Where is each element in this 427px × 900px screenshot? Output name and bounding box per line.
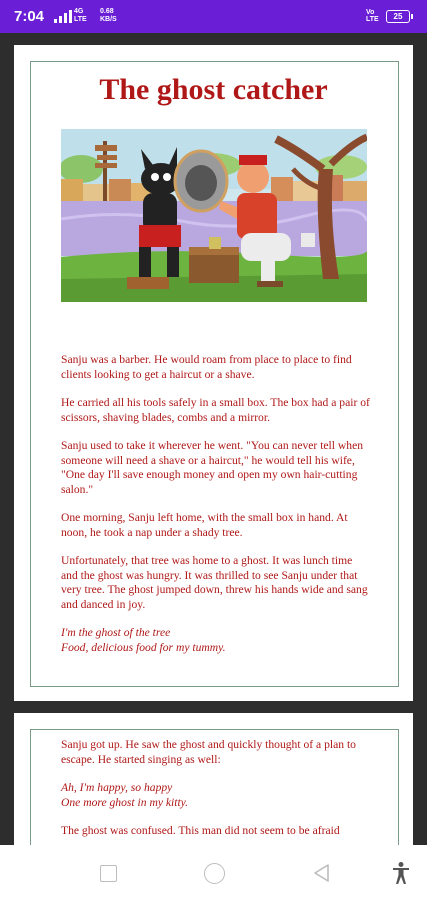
story-verse — [61, 626, 371, 655]
story-paragraph: Sanju used to take it wherever he went. "You can never tell when someone will need a shave or a haircut," he would tell his wife, "One day I'll save enough money and open my own hair-cutting salon." — [61, 439, 364, 496]
story-paragraph: One morning, Sanju left home, with the small box in hand. At noon, he took a nap under a shady tree. — [61, 511, 348, 539]
verse-line: Ah, I'm happy, so happy — [61, 781, 173, 794]
accessibility-icon[interactable] — [392, 861, 410, 890]
triangle-back-icon[interactable] — [312, 863, 330, 888]
status-time: 7:04 — [14, 8, 45, 25]
status-bar — [0, 0, 427, 33]
story-verse — [61, 781, 371, 810]
story-paragraph: He carried all his tools safely in a small box. The box had a pair of scissors, shaving blades, combs and a mirror. — [61, 396, 370, 424]
network-speed-value: 0.68 — [100, 8, 114, 15]
volte-lte: LTE — [366, 16, 379, 23]
volte-indicator — [366, 9, 379, 23]
verse-line: One more ghost in my kitty. — [61, 795, 189, 809]
story-paragraph: The ghost was confused. This man did not seem to be afraid — [61, 824, 340, 837]
navigation-bar — [0, 845, 427, 900]
story-text — [61, 353, 371, 669]
story-paragraph: Sanju got up. He saw the ghost and quickly thought of a plan to escape. He started singing as well: — [61, 738, 356, 766]
network-type — [74, 8, 87, 24]
battery-icon: 25 — [386, 10, 410, 23]
signal-icon — [54, 10, 72, 23]
volte-vo: Vo — [366, 9, 375, 16]
book-page-1[interactable] — [14, 45, 413, 701]
network-type-lte: LTE — [74, 16, 87, 23]
square-icon[interactable] — [100, 865, 117, 882]
story-paragraph: Sanju was a barber. He would roam from place to place to find clients looking to get a haircut or a shave. — [61, 353, 352, 381]
book-page-2[interactable] — [14, 713, 413, 853]
verse-line: Food, delicious food for my tummy. — [61, 640, 226, 654]
story-illustration — [61, 129, 367, 302]
story-text — [61, 738, 371, 853]
network-speed — [100, 8, 117, 24]
story-paragraph: Unfortunately, that tree was home to a ghost. It was lunch time and the ghost was hungry. It was thrilled to see Sanju under that very tree. The ghost jumped down, threw his hands wide and sang and danced in joy. — [61, 554, 368, 611]
story-title: The ghost catcher — [99, 73, 328, 106]
verse-line: I'm the ghost of the tree — [61, 626, 171, 639]
network-speed-unit: KB/S — [100, 16, 117, 23]
circle-icon[interactable] — [204, 863, 225, 884]
network-type-4g: 4G — [74, 8, 84, 15]
